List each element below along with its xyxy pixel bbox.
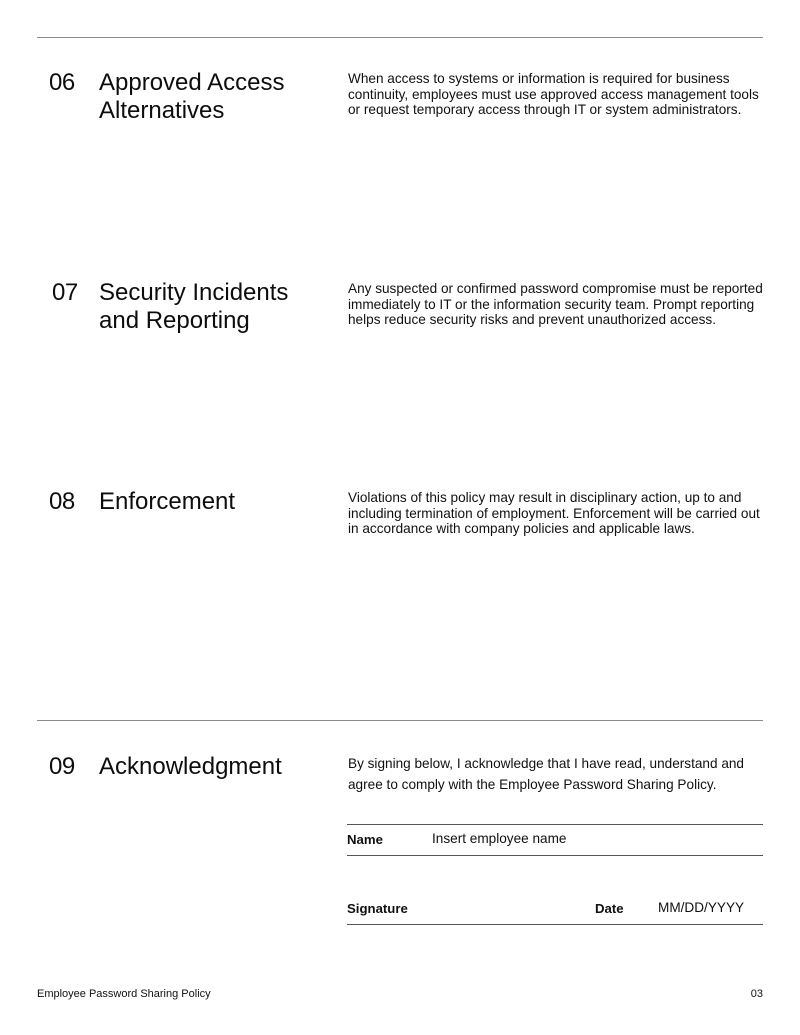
section-number: 07 xyxy=(52,279,78,306)
section-title-line: Enforcement xyxy=(99,488,236,515)
section-title-line: Security Incidents xyxy=(99,279,289,306)
section-title-line: and Reporting xyxy=(99,307,250,334)
section-title xyxy=(99,279,319,335)
signature-label: Signature xyxy=(347,901,408,916)
form-line-name-top xyxy=(347,824,763,825)
name-label: Name xyxy=(347,832,383,847)
form-line-signature-bottom xyxy=(347,924,763,925)
section-title xyxy=(99,69,319,125)
footer-document-title: Employee Password Sharing Policy xyxy=(37,988,211,1000)
section-title xyxy=(99,488,319,516)
section-title xyxy=(99,753,319,781)
section-body: Any suspected or confirmed password compromise must be reported immediately to IT or the information security team. Prompt reporting helps reduce security risks and prevent unauthorized access. xyxy=(348,281,763,328)
acknowledgment-divider xyxy=(37,720,763,721)
section-title-line: Alternatives xyxy=(99,97,225,124)
date-field[interactable]: MM/DD/YYYY xyxy=(658,900,745,915)
section-body: By signing below, I acknowledge that I have read, understand and agree to comply with the Employee Password Sharing Policy. xyxy=(348,756,744,792)
form-line-name-bottom xyxy=(347,855,763,856)
name-field[interactable]: Insert employee name xyxy=(432,831,567,846)
footer-page-number: 03 xyxy=(750,988,763,1000)
section-number: 06 xyxy=(49,69,75,96)
section-title-line: Approved Access xyxy=(99,69,285,96)
signature-field[interactable] xyxy=(430,896,580,918)
top-divider xyxy=(37,37,763,38)
section-body: Violations of this policy may result in disciplinary action, up to and including termination of employment. Enforcement will be carried out in accordance with company policies and applicable laws. xyxy=(348,490,760,537)
section-number: 08 xyxy=(49,488,75,515)
section-number: 09 xyxy=(49,753,75,780)
section-title-line: Acknowledgment xyxy=(99,753,282,780)
section-body: When access to systems or information is required for business continuity, employees must use approved access management tools or request temporary access through IT or system administrators. xyxy=(348,71,759,118)
date-label: Date xyxy=(595,901,624,916)
